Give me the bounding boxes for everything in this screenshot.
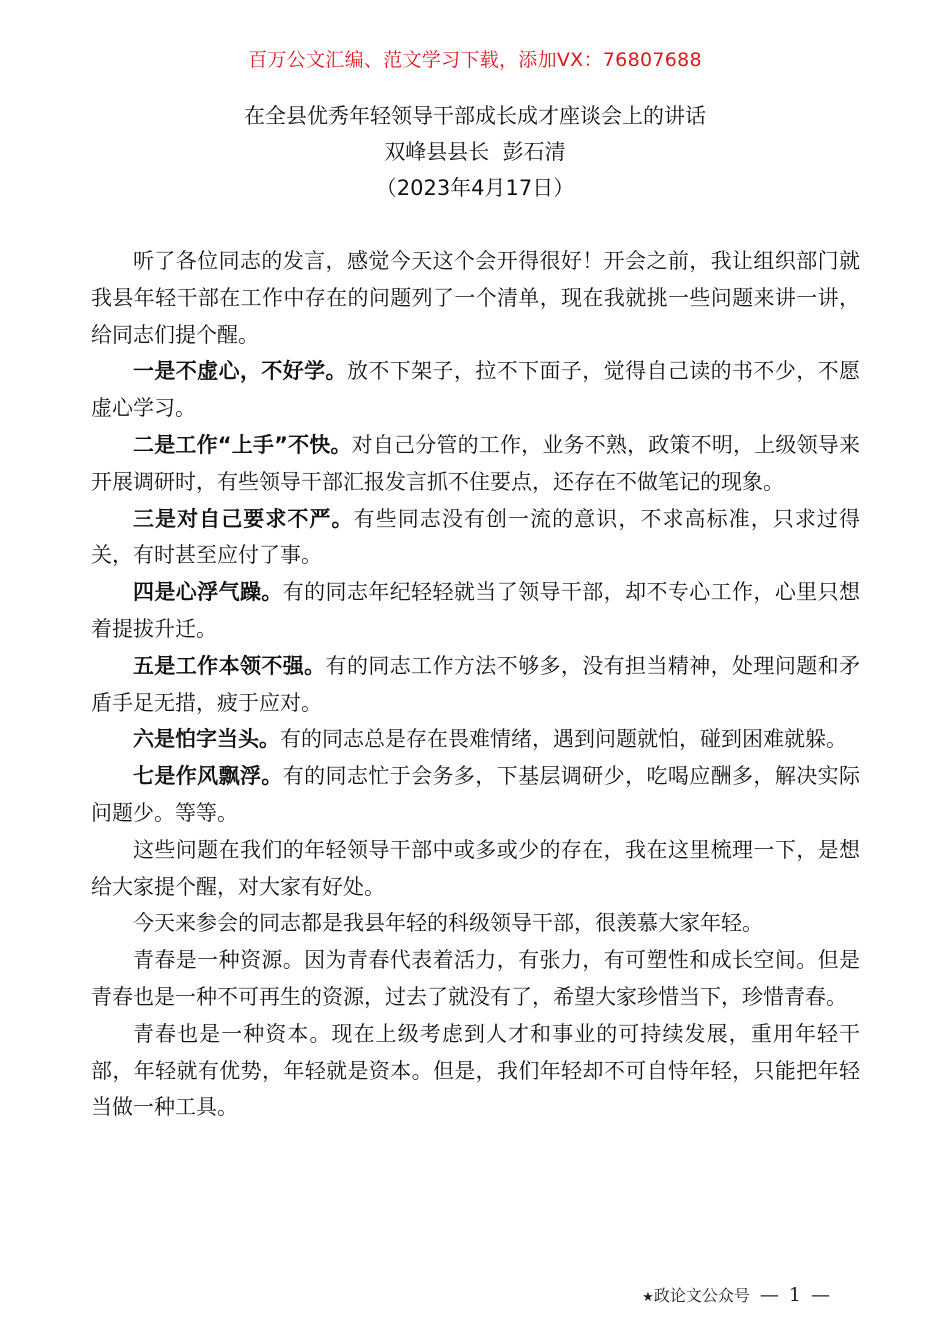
- issue-text: 有的同志忙于会务多，下基层调研少，吃喝应酬多，解决实际问题少。等等。: [91, 764, 861, 825]
- body-paragraph: 今天来参会的同志都是我县年轻的科级领导干部，很羡慕大家年轻。: [133, 911, 763, 936]
- issue-text: 放不下架子，拉不下面子，觉得自己读的书不少，不愿虚心学习。: [91, 359, 861, 421]
- issue-text: 有的同志年纪轻轻就当了领导干部，却不专心工作，心里只想着提拔升迁。: [91, 580, 861, 641]
- body-paragraph: 青春也是一种资本。现在上级考虑到人才和事业的可持续发展，重用年轻干部，年轻就有优势，年轻就是资本。但是，我们年轻却不可自恃年轻，只能把年轻当做一种工具。: [91, 1021, 860, 1120]
- issue-text: 对自己分管的工作，业务不熟，政策不明，上级领导来开展调研时，有些领导干部汇报发言抓不住要点，还存在不做笔记的现象。: [91, 432, 860, 494]
- footer-source: 政论文公众号: [653, 1286, 750, 1305]
- document-header: [0, 98, 950, 206]
- star-icon: ★: [642, 1290, 654, 1305]
- page-number: — 1 —: [759, 1284, 832, 1306]
- issue-heading: 二是工作“上手”不快。: [133, 432, 352, 457]
- issue-paragraph-6: [91, 721, 860, 758]
- issue-heading: 五是工作本领不强。: [133, 653, 326, 678]
- document-date: （2023年4月17日）: [375, 176, 575, 200]
- issue-heading: 三是对自己要求不严。: [133, 506, 354, 531]
- intro-paragraph: 听了各位同志的发言，感觉今天这个会开得很好！开会之前，我让组织部门就我县年轻干部在工作中存在的问题列了一个清单，现在我就挑一些问题来讲一讲，给同志们提个醒。: [91, 249, 860, 347]
- issue-paragraph-3: [91, 501, 860, 575]
- issue-paragraph-2: [91, 427, 860, 501]
- issue-paragraph-5: [91, 648, 860, 722]
- document-body: [91, 243, 860, 1126]
- document-author: 双峰县县长 彭石清: [384, 140, 566, 164]
- page-footer: [642, 1282, 832, 1311]
- issue-heading: 四是心浮气躁。: [133, 580, 283, 605]
- body-paragraph: 青春是一种资源。因为青春代表着活力，有张力，有可塑性和成长空间。但是青春也是一种不可再生的资源，过去了就没有了，希望大家珍惜当下，珍惜青春。: [91, 948, 860, 1009]
- issue-paragraph-1: [91, 353, 860, 427]
- issue-text: 有的同志工作方法不够多，没有担当精神，处理问题和矛盾手足无措，疲于应对。: [91, 653, 860, 715]
- issue-heading: 七是作风飘浮。: [133, 764, 283, 789]
- issue-text: 有些同志没有创一流的意识，不求高标准，只求过得关，有时甚至应付了事。: [91, 506, 860, 568]
- issue-paragraph-4: [91, 574, 860, 648]
- issue-heading: 六是怕字当头。: [133, 727, 280, 752]
- watermark-banner: 百万公文汇编、范文学习下载，添加VX：76807688: [248, 49, 702, 71]
- body-paragraph: 这些问题在我们的年轻领导干部中或多或少的存在，我在这里梳理一下，是想给大家提个醒，对大家有好处。: [91, 837, 860, 899]
- issue-paragraph-7: [91, 758, 860, 832]
- issue-heading: 一是不虚心，不好学。: [133, 359, 347, 384]
- issue-text: 有的同志总是存在畏难情绪，遇到问题就怕，碰到困难就躲。: [280, 727, 847, 752]
- document-title: 在全县优秀年轻领导干部成长成才座谈会上的讲话: [244, 104, 706, 128]
